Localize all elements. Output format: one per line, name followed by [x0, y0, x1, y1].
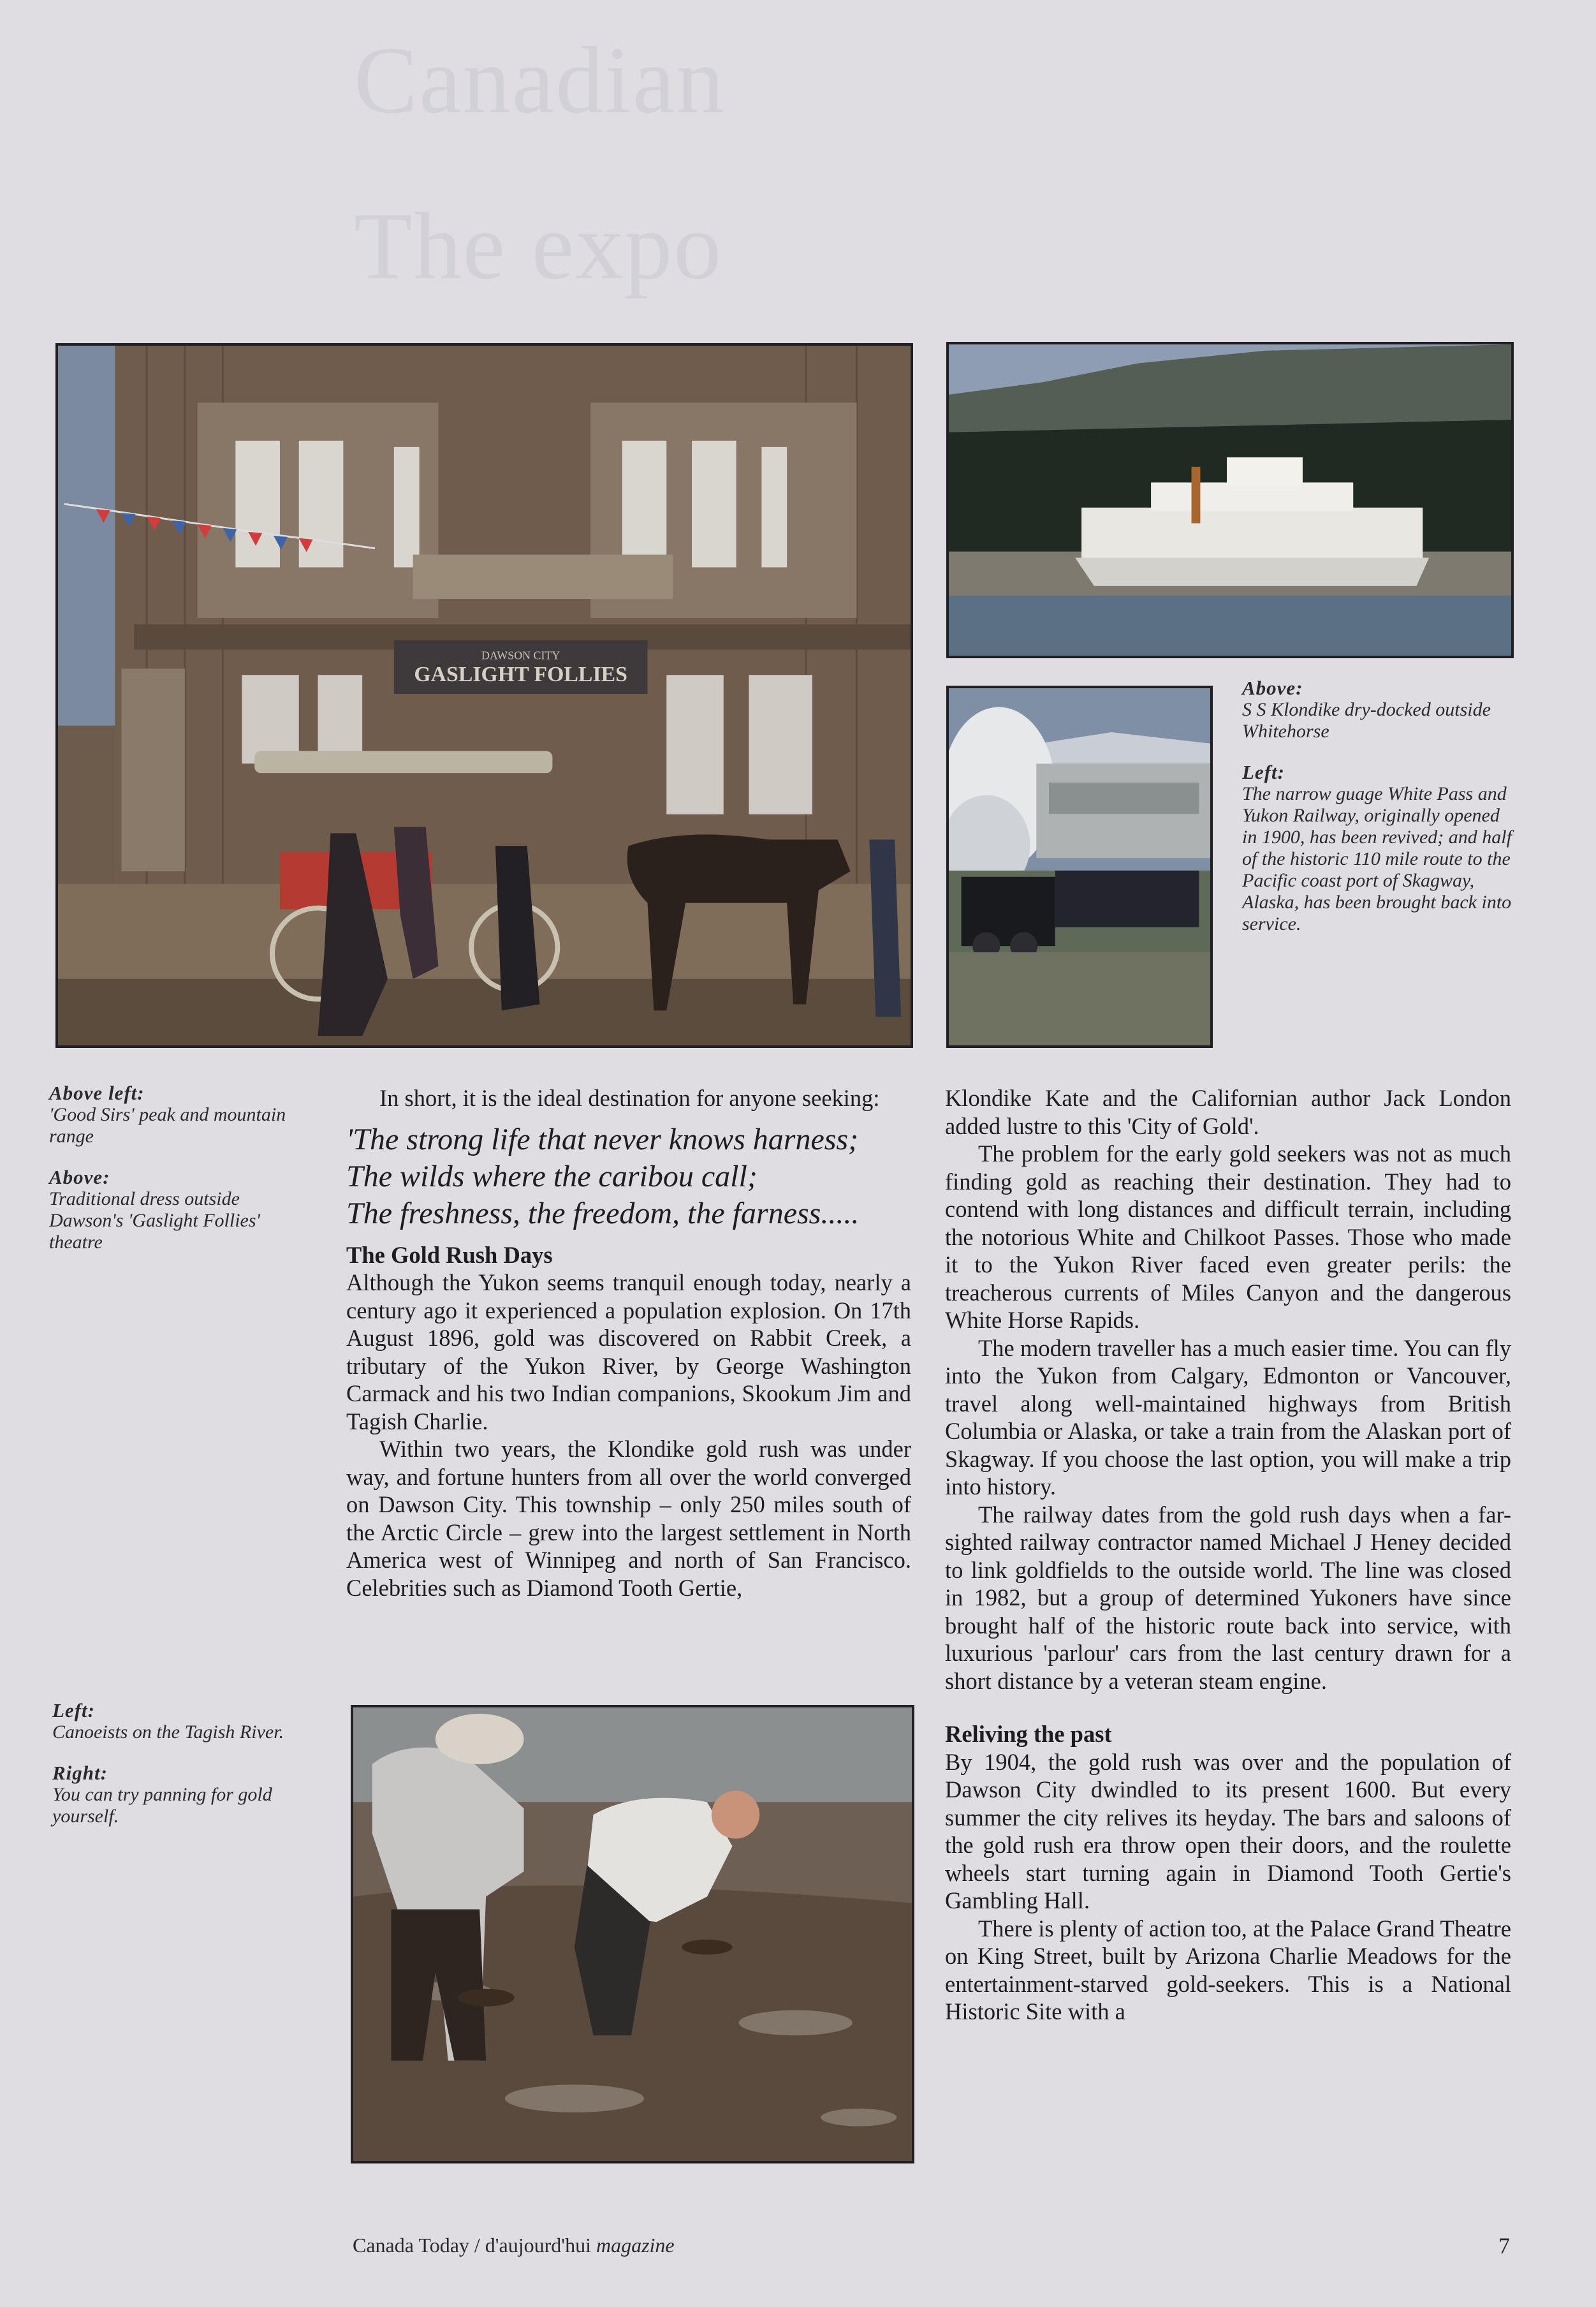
gaslight-sign-main: GASLIGHT FOLLIES: [414, 663, 627, 687]
caption-left-top: [49, 1082, 304, 1272]
caption-heading: Above:: [1242, 677, 1303, 699]
poem-line: 'The strong life that never knows harness;: [346, 1122, 859, 1156]
background-heading-line1: Canadian: [354, 27, 726, 133]
caption-text: Canoeists on the Tagish River.: [52, 1721, 284, 1743]
caption-heading: Left:: [52, 1699, 95, 1721]
caption-left-bottom: [52, 1700, 307, 1846]
article-paragraph: The problem for the early gold seekers was not as much finding gold as reaching their destination. They had to contend with long distances and difficult terrain, including the notorious White and Chilkoot Passes. Those who made it to the Yukon River faced even greater perils: the treacherous currents of Miles Canyon and the dangerous White Horse Rapids.: [945, 1140, 1511, 1333]
caption-heading: Right:: [52, 1762, 108, 1784]
caption-heading: Left:: [1242, 761, 1285, 783]
footer-publication: [353, 2234, 675, 2257]
publication-name: Canada Today / d'aujourd'hui: [353, 2234, 591, 2257]
section-heading-gold-rush: The Gold Rush Days: [346, 1241, 553, 1268]
article-column-2: [945, 1084, 1511, 2026]
article-paragraph: The railway dates from the gold rush days when a far-sighted railway contractor named Michael J Heney decided to link goldfields to the outside world. The line was closed in 1982, but a group of determined Yukoners have since brought half of the historic route back into service, with luxurious 'parlour' cars from the last century drawn for a short distance by a veteran steam engine.: [945, 1501, 1511, 1694]
poem-line: The wilds where the caribou call;: [346, 1159, 758, 1193]
poem-line: The freshness, the freedom, the farness.....: [346, 1196, 860, 1230]
photo-gaslight-follies: [55, 343, 913, 1048]
section-heading-reliving: Reliving the past: [945, 1721, 1112, 1747]
article-paragraph: Although the Yukon seems tranquil enough today, nearly a century ago it experienced a population explosion. On 17th August 1896, gold was discovered on Rabbit Creek, a tributary of the Yukon River, by George Washington Carmack and his two Indian companions, Skookum Jim and Tagish Charlie.: [346, 1269, 911, 1434]
poem-quote: [346, 1121, 911, 1232]
article-column-1: [346, 1084, 911, 1602]
article-intro: In short, it is the ideal destination for anyone seeking:: [379, 1085, 880, 1111]
photo-white-pass-train: [946, 686, 1213, 1048]
caption-text: S S Klondike dry-docked outside Whitehorse: [1242, 699, 1491, 742]
background-heading-line2: The expo: [354, 193, 723, 299]
caption-text: Traditional dress outside Dawson's 'Gaslight Follies' theatre: [49, 1188, 260, 1253]
page-number: 7: [1498, 2233, 1510, 2259]
gaslight-sign-top: DAWSON CITY: [481, 649, 560, 662]
photo-ss-klondike: [946, 342, 1514, 658]
caption-text: The narrow guage White Pass and Yukon Railway, originally opened in 1900, has been revived; and half of the historic 110 mile route to the Pacific coast port of Skagway, Alaska, has been brought back into service.: [1242, 783, 1512, 934]
publication-name-italic: magazine: [596, 2234, 675, 2257]
caption-heading: Above left:: [49, 1082, 145, 1104]
article-paragraph: The modern traveller has a much easier time. You can fly into the Yukon from Calgary, Edmonton or Vancouver, travel along well-maintained highways from British Columbia or Alaska, or take a train from the Alaskan port of Skagway. If you choose the last option, you will make a trip into history.: [945, 1334, 1511, 1500]
article-paragraph: By 1904, the gold rush was over and the population of Dawson City dwindled to its present 1600. But every summer the city relives its heyday. The bars and saloons of the gold rush era throw open their doors, and the roulette wheels start turning again in Diamond Tooth Gertie's Gambling Hall.: [945, 1748, 1511, 1913]
caption-right-photos: [1242, 677, 1516, 954]
article-paragraph: Within two years, the Klondike gold rush was under way, and fortune hunters from all over the world converged on Dawson City. This township – only 250 miles south of the Arctic Circle – grew into the largest settlement in North America west of Winnipeg and north of San Francisco. Celebrities such as Diamond Tooth Gertie,: [346, 1436, 911, 1601]
caption-text: 'Good Sirs' peak and mountain range: [49, 1104, 286, 1147]
photo-gold-panning: [351, 1705, 914, 2163]
caption-heading: Above:: [49, 1166, 110, 1188]
article-paragraph: There is plenty of action too, at the Palace Grand Theatre on King Street, built by Arizona Charlie Meadows for the entertainment-starved gold-seekers. This is a National Historic Site with a: [945, 1915, 1511, 2024]
caption-text: You can try panning for gold yourself.: [52, 1784, 272, 1827]
article-paragraph: Klondike Kate and the Californian author Jack London added lustre to this 'City of Gold'.: [945, 1085, 1511, 1139]
